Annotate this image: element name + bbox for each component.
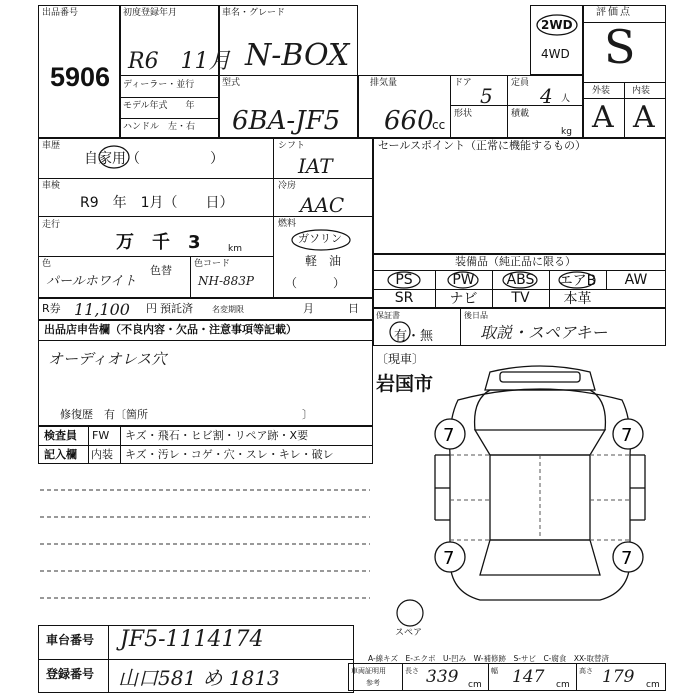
exterior-label: 外装: [592, 86, 611, 96]
fuel-gasoline: ガソリン: [298, 232, 342, 245]
checker-interior: 内装: [91, 448, 113, 461]
length-label: 長さ: [405, 667, 419, 675]
tire-rl: 7: [443, 548, 455, 569]
equip-abs: ABS: [506, 272, 535, 288]
equip-leather: 本革: [563, 291, 592, 307]
length-unit: cm: [468, 680, 482, 690]
mileage-unit: km: [228, 244, 242, 254]
ac-label: 冷房: [278, 181, 297, 191]
displacement-label: 排気量: [370, 78, 398, 88]
spare-label: スペア: [395, 628, 423, 638]
drive-2wd: 2WD: [541, 18, 573, 32]
lot-number: 5906: [50, 62, 111, 92]
checker-label: 検査員: [44, 429, 77, 442]
recycle-label: R券: [42, 302, 61, 315]
width-unit: cm: [556, 680, 570, 690]
shape-label: 形状: [454, 109, 473, 119]
load-unit: kg: [561, 127, 572, 137]
color-label: 色: [42, 259, 52, 269]
height-unit: cm: [646, 680, 660, 690]
inspection-label: 車検: [42, 181, 61, 191]
repair-history: 修復歴 有〔箇所 〕: [60, 408, 313, 421]
recycle-unit: 円: [146, 302, 157, 315]
type-label: 型式: [222, 78, 241, 88]
ac-value: AAC: [300, 193, 345, 217]
load-label: 積載: [511, 109, 530, 119]
equipment-circles: [373, 270, 606, 290]
size-label-top: 車両証明用: [351, 667, 386, 675]
capacity-value: 4: [540, 84, 553, 108]
mileage-value: 万 千 3: [116, 232, 201, 253]
recycle-deposit: 預託済: [160, 302, 193, 315]
car-name-value: N-BOX: [245, 38, 350, 73]
history-label: 車歴: [42, 141, 61, 151]
displacement-value: 660: [384, 106, 434, 136]
entry-label: 記入欄: [44, 448, 77, 461]
history-value: 自家用（ ）: [84, 151, 224, 167]
plate-label: 登録番号: [46, 667, 95, 681]
checker-fw: FW: [92, 429, 110, 442]
first-reg-value: R6 11月: [128, 49, 231, 74]
recolor-label: 色替: [150, 264, 172, 277]
guarantee-label: 保証書: [376, 311, 400, 320]
sales-point-box: [373, 138, 666, 254]
location-value: 岩国市: [376, 373, 434, 395]
height-label: 高さ: [579, 667, 593, 675]
equip-sr: SR: [394, 290, 414, 306]
exterior-grade: A: [592, 100, 614, 135]
height-value: 179: [602, 667, 635, 687]
size-label-bottom: 参考: [366, 679, 380, 687]
tire-fr: 7: [621, 425, 633, 446]
model-year-label: モデル年式 年: [123, 101, 195, 111]
sales-point-title: セールスポイント（正常に機能するもの）: [378, 139, 587, 152]
color-code-value: NH-883P: [198, 274, 254, 288]
guarantee-yes-circle: [388, 320, 412, 344]
lot-label: 出品番号: [42, 8, 79, 18]
equip-pw: PW: [452, 272, 475, 288]
equipment-title: 装備品（純正品に限る）: [455, 255, 576, 268]
grade-label: 評価点: [596, 7, 632, 18]
frame-label: 車台番号: [46, 633, 95, 647]
grade-value: S: [604, 20, 636, 74]
inspection-value: R9 年 1月（ 日）: [80, 195, 234, 211]
after-items-value: 取説・スペアキー: [480, 323, 608, 342]
length-value: 339: [426, 667, 459, 687]
mileage-label: 走行: [42, 220, 61, 230]
color-code-label: 色コード: [194, 259, 231, 269]
history-private-circle: [98, 144, 130, 170]
checker-codes-exterior: キズ・飛石・ヒビ割・リペア跡・X要: [125, 429, 309, 442]
expiry-month: 月: [303, 302, 314, 315]
fuel-diesel: 軽 油: [305, 254, 342, 268]
recycle-value: 11,100: [74, 300, 130, 319]
name-change-label: 名変期限: [212, 305, 244, 314]
fuel-other: （ ）: [285, 276, 346, 290]
color-value: パールホワイト: [46, 274, 137, 289]
equip-airbag: エアB: [558, 273, 597, 289]
damage-legend: A-線キズ E-エクボ U-凹み W-補修跡 S-サビ C-腐食 XX-取替済: [368, 654, 609, 663]
frame-number: JF5-1114174: [120, 627, 264, 652]
expiry-day: 日: [348, 302, 359, 315]
checker-codes-interior: キズ・汚レ・コゲ・穴・スレ・キレ・破レ: [125, 448, 334, 461]
after-items-label: 後日品: [464, 311, 488, 320]
type-value: 6BA-JF5: [232, 106, 341, 136]
equip-aw: AW: [624, 272, 648, 288]
displacement-unit: cc: [432, 118, 446, 132]
equip-ps: PS: [395, 272, 413, 288]
plate-number: 山口581 め 1813: [118, 666, 280, 690]
report-title: 出品店申告欄（不良内容・欠品・注意事項等記載）: [44, 323, 297, 336]
drive-4wd: 4WD: [541, 47, 570, 61]
capacity-unit: 人: [561, 94, 571, 104]
notes-dashed-lines: [40, 470, 370, 620]
tire-fl: 7: [443, 425, 455, 446]
guarantee-value: 有・無: [394, 329, 434, 344]
equip-tv: TV: [511, 290, 530, 306]
shift-value: IAT: [298, 154, 333, 178]
width-value: 147: [512, 667, 545, 687]
car-name-label: 車名・グレード: [222, 8, 286, 18]
car-diagram: [420, 360, 660, 620]
first-reg-label: 初度登録年月: [123, 8, 178, 18]
door-label: ドア: [454, 78, 472, 88]
spare-tire-icon: [390, 597, 430, 627]
shift-label: シフト: [278, 141, 306, 151]
location-label: 〔現車〕: [376, 352, 425, 366]
interior-label: 内装: [632, 86, 651, 96]
handle-label: ハンドル 左・右: [123, 122, 196, 132]
width-label: 幅: [491, 667, 498, 675]
report-note: オーディオレス穴: [48, 350, 167, 368]
equip-navi: ナビ: [449, 291, 478, 307]
door-value: 5: [480, 84, 493, 108]
fuel-label: 燃料: [278, 219, 297, 229]
dealer-label: ディーラー・並行: [123, 80, 195, 90]
tire-rr: 7: [621, 548, 633, 569]
interior-grade: A: [633, 100, 655, 135]
capacity-label: 定員: [511, 78, 530, 88]
